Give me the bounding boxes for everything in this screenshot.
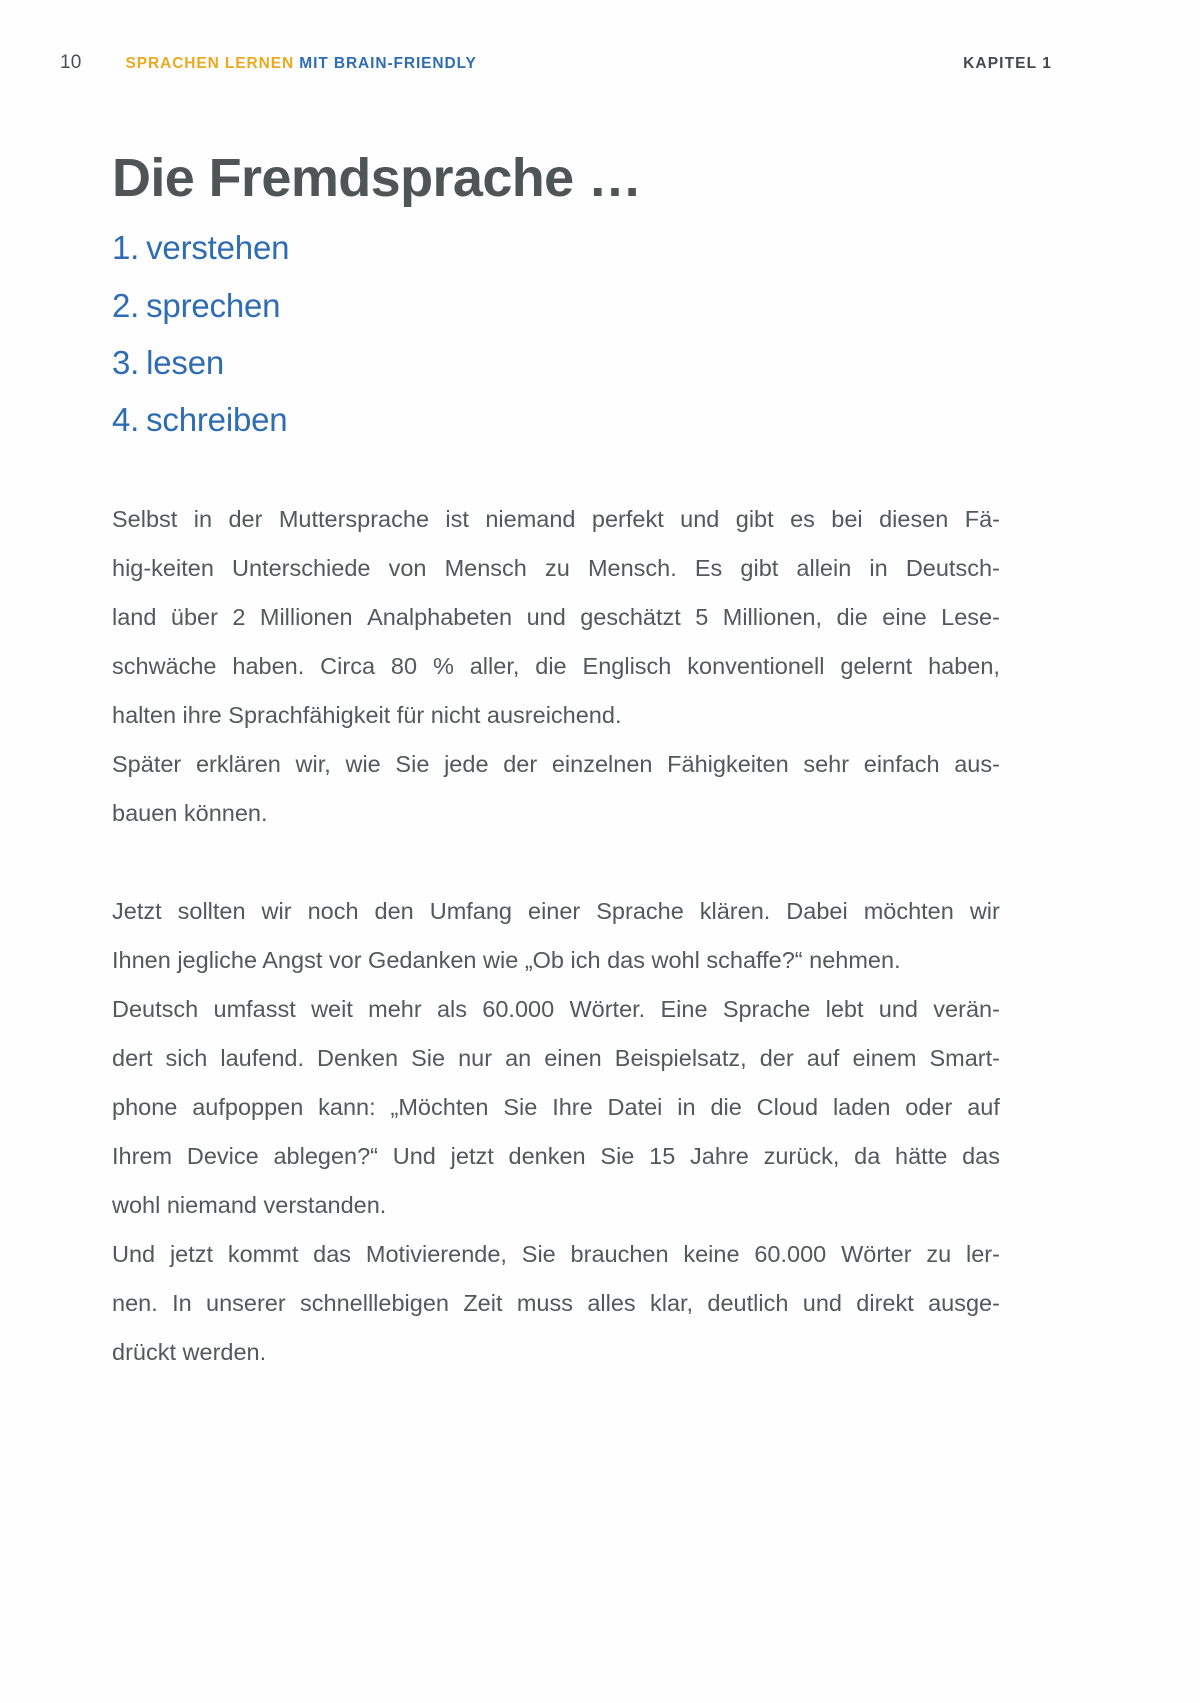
text-word: oder <box>905 1093 953 1120</box>
text-word: Später <box>112 750 182 777</box>
page-content <box>112 150 1000 1377</box>
text-word: einfach <box>863 750 940 777</box>
text-word: in <box>193 505 213 532</box>
skills-list-item <box>112 391 1000 448</box>
text-word: kann: <box>318 1093 376 1120</box>
text-word: Sie <box>411 1044 446 1071</box>
text-word: aus- <box>954 750 1000 777</box>
list-label: sprechen <box>146 286 281 324</box>
running-header-left <box>60 52 477 74</box>
text-line <box>112 642 1000 691</box>
text-word: wie <box>345 750 381 777</box>
text-word: auf <box>967 1093 1000 1120</box>
text-word: In <box>172 1289 192 1316</box>
text-word: und <box>526 603 566 630</box>
text-word: muss <box>516 1289 573 1316</box>
text-word: ist <box>445 505 469 532</box>
paragraph-spacer <box>112 838 1000 887</box>
text-word: erklären <box>195 750 281 777</box>
text-word: phone <box>112 1093 178 1120</box>
text-word: Sie <box>395 750 430 777</box>
text-word: Denken <box>317 1044 399 1071</box>
skills-list-item <box>112 277 1000 334</box>
text-word: Dabei <box>786 897 848 924</box>
text-word: gibt <box>740 554 779 581</box>
text-word: Beispielsatz, <box>614 1044 747 1071</box>
text-word: gibt <box>735 505 774 532</box>
text-word: konventionell <box>687 652 825 679</box>
text-word: 60.000 <box>482 995 555 1022</box>
text-word: Millionen, <box>722 603 823 630</box>
text-word: einem <box>852 1044 917 1071</box>
book-title-secondary: MIT BRAIN-FRIENDLY <box>299 55 477 72</box>
text-word: 15 <box>649 1142 676 1169</box>
text-word: Sprache <box>722 995 811 1022</box>
text-word: ler- <box>966 1240 1000 1267</box>
text-word: Jahre <box>690 1142 749 1169</box>
text-word: gelernt <box>840 652 913 679</box>
text-line <box>112 1132 1000 1181</box>
text-word: Jetzt <box>112 897 162 924</box>
text-line <box>112 1083 1000 1132</box>
list-label: lesen <box>146 344 225 382</box>
text-word: aufpoppen <box>192 1093 304 1120</box>
text-word: keine <box>683 1240 740 1267</box>
text-word: unserer <box>206 1289 286 1316</box>
text-word: jede <box>444 750 489 777</box>
text-word: Wörter. <box>569 995 646 1022</box>
text-word: 5 <box>695 603 709 630</box>
text-word: haben. <box>232 652 305 679</box>
text-word: und <box>802 1289 842 1316</box>
paragraph-3 <box>112 887 1000 985</box>
text-line: wohl niemand verstanden. <box>112 1191 387 1218</box>
text-word: Device <box>186 1142 259 1169</box>
text-word: die <box>710 1093 742 1120</box>
text-word: schwäche <box>112 652 217 679</box>
text-word: Deutsch- <box>905 554 1000 581</box>
text-word: hig-keiten <box>112 554 214 581</box>
text-word: in <box>869 554 888 581</box>
text-word: Circa <box>320 652 376 679</box>
text-line <box>112 544 1000 593</box>
text-word: und <box>878 995 919 1022</box>
text-word: umfasst <box>213 995 296 1022</box>
chapter-label: KAPITEL 1 <box>963 55 1052 72</box>
text-word: Sie <box>521 1240 556 1267</box>
text-word: Sprache <box>596 897 684 924</box>
text-word: Und <box>392 1142 436 1169</box>
text-word: verän- <box>933 995 1000 1022</box>
text-word: der <box>759 1044 794 1071</box>
text-word: das <box>962 1142 1000 1169</box>
text-word: Ihre <box>552 1093 593 1120</box>
text-word: direkt <box>856 1289 914 1316</box>
text-word: haben, <box>928 652 1000 679</box>
text-word: 60.000 <box>754 1240 827 1267</box>
text-word: einen <box>544 1044 602 1071</box>
text-word: nen. <box>112 1289 158 1316</box>
text-word: möchten <box>863 897 954 924</box>
text-word: geschätzt <box>580 603 681 630</box>
text-word: kommt <box>227 1240 299 1267</box>
text-word: Englisch <box>582 652 672 679</box>
text-word: niemand <box>485 505 576 532</box>
text-word: eine <box>882 603 927 630</box>
text-word: laufend. <box>220 1044 304 1071</box>
text-word: allein <box>796 554 852 581</box>
page-title: Die Fremdsprache … <box>112 148 642 208</box>
text-word: die <box>535 652 567 679</box>
text-line <box>112 495 1000 544</box>
paragraph-4 <box>112 985 1000 1230</box>
text-word: Unterschiede <box>232 554 371 581</box>
text-word: % <box>432 652 454 679</box>
text-word: einer <box>528 897 581 924</box>
text-line <box>112 1230 1000 1279</box>
text-word: klar, <box>649 1289 694 1316</box>
text-word: wir <box>261 897 292 924</box>
book-title <box>126 55 477 73</box>
text-word: das <box>313 1240 352 1267</box>
list-number: 4. <box>112 401 140 439</box>
text-word: Fähigkeiten <box>667 750 789 777</box>
text-word: auf <box>806 1044 840 1071</box>
paragraph-2 <box>112 740 1000 838</box>
text-word: Eine <box>660 995 708 1022</box>
book-title-primary: SPRACHEN LERNEN <box>125 55 300 72</box>
text-word: in <box>677 1093 696 1120</box>
text-word: der <box>228 505 263 532</box>
list-label: verstehen <box>146 229 290 267</box>
text-word: alles <box>587 1289 636 1316</box>
text-word: sich <box>165 1044 208 1071</box>
text-line <box>112 985 1000 1034</box>
text-word: über <box>170 603 218 630</box>
text-word: an <box>505 1044 532 1071</box>
text-word: perfekt <box>591 505 664 532</box>
text-word: deutlich <box>707 1289 789 1316</box>
text-word: 80 <box>390 652 418 679</box>
text-line: drückt werden. <box>112 1338 267 1365</box>
text-line <box>112 1034 1000 1083</box>
text-line: bauen können. <box>112 799 268 826</box>
body-text <box>112 495 1000 1377</box>
text-word: zu <box>926 1240 952 1267</box>
text-word: bei <box>831 505 863 532</box>
text-word: und <box>680 505 720 532</box>
text-word: Und <box>112 1240 156 1267</box>
text-word: Es <box>694 554 723 581</box>
text-word: Sie <box>600 1142 635 1169</box>
text-word: Zeit <box>463 1289 503 1316</box>
text-word: dert <box>112 1044 153 1071</box>
text-word: Datei <box>607 1093 663 1120</box>
text-word: sehr <box>803 750 850 777</box>
paragraph-1 <box>112 495 1000 740</box>
text-word: schnelllebigen <box>300 1289 449 1316</box>
page-number: 10 <box>60 52 82 73</box>
paragraph-5 <box>112 1230 1000 1377</box>
text-word: ablegen?“ <box>273 1142 378 1169</box>
text-word: brauchen <box>570 1240 669 1267</box>
text-word: zurück, <box>763 1142 840 1169</box>
text-word: zu <box>545 554 570 581</box>
text-word: „Möchten <box>390 1093 489 1120</box>
text-word: Mensch. <box>587 554 677 581</box>
text-line <box>112 593 1000 642</box>
text-word: Sie <box>503 1093 538 1120</box>
text-word: Umfang <box>429 897 513 924</box>
text-word: Muttersprache <box>278 505 430 532</box>
text-word: laden <box>832 1093 891 1120</box>
text-word: der <box>503 750 538 777</box>
text-word: land <box>112 603 157 630</box>
text-word: klären. <box>699 897 771 924</box>
text-word: sollten <box>177 897 246 924</box>
text-word: einzelnen <box>551 750 653 777</box>
text-word: Analphabeten <box>367 603 513 630</box>
list-number: 3. <box>112 344 140 382</box>
skills-list <box>112 219 1000 449</box>
text-word: noch <box>307 897 359 924</box>
text-word: lebt <box>825 995 864 1022</box>
text-word: Fä- <box>964 505 1000 532</box>
text-line <box>112 887 1000 936</box>
text-word: es <box>790 505 815 532</box>
list-number: 2. <box>112 286 140 324</box>
text-word: weit <box>311 995 353 1022</box>
text-word: da <box>854 1142 881 1169</box>
text-word: hätte <box>895 1142 948 1169</box>
text-word: jetzt <box>450 1142 494 1169</box>
text-word: jetzt <box>169 1240 214 1267</box>
text-word: denken <box>508 1142 586 1169</box>
text-word: wir <box>969 897 1000 924</box>
text-word: aller, <box>469 652 520 679</box>
text-word: Ihrem <box>112 1142 173 1169</box>
text-word: Millionen <box>259 603 353 630</box>
text-word: Selbst <box>112 505 178 532</box>
skills-list-item <box>112 219 1000 276</box>
text-word: diesen <box>879 505 949 532</box>
list-label: schreiben <box>146 401 288 439</box>
list-number: 1. <box>112 229 140 267</box>
text-word: wir, <box>295 750 331 777</box>
text-word: Lese- <box>941 603 1000 630</box>
text-word: Mensch <box>444 554 527 581</box>
text-word: den <box>374 897 414 924</box>
text-word: von <box>388 554 427 581</box>
text-word: Motivierende, <box>365 1240 507 1267</box>
skills-list-item <box>112 334 1000 391</box>
text-word: nur <box>458 1044 493 1071</box>
text-word: die <box>836 603 868 630</box>
text-word: Smart- <box>929 1044 1000 1071</box>
text-word: Deutsch <box>112 995 199 1022</box>
text-word: 2 <box>232 603 246 630</box>
text-word: als <box>436 995 468 1022</box>
text-line: halten ihre Sprachfähigkeit für nicht ausreichend. <box>112 701 622 728</box>
text-line <box>112 1279 1000 1328</box>
text-word: ausge- <box>928 1289 1000 1316</box>
text-line: Ihnen jegliche Angst vor Gedanken wie „Ob ich das wohl schaffe?“ nehmen. <box>112 946 901 973</box>
text-word: mehr <box>368 995 422 1022</box>
running-header <box>60 52 1052 74</box>
text-word: Cloud <box>756 1093 819 1120</box>
text-line <box>112 740 1000 789</box>
text-word: Wörter <box>841 1240 912 1267</box>
